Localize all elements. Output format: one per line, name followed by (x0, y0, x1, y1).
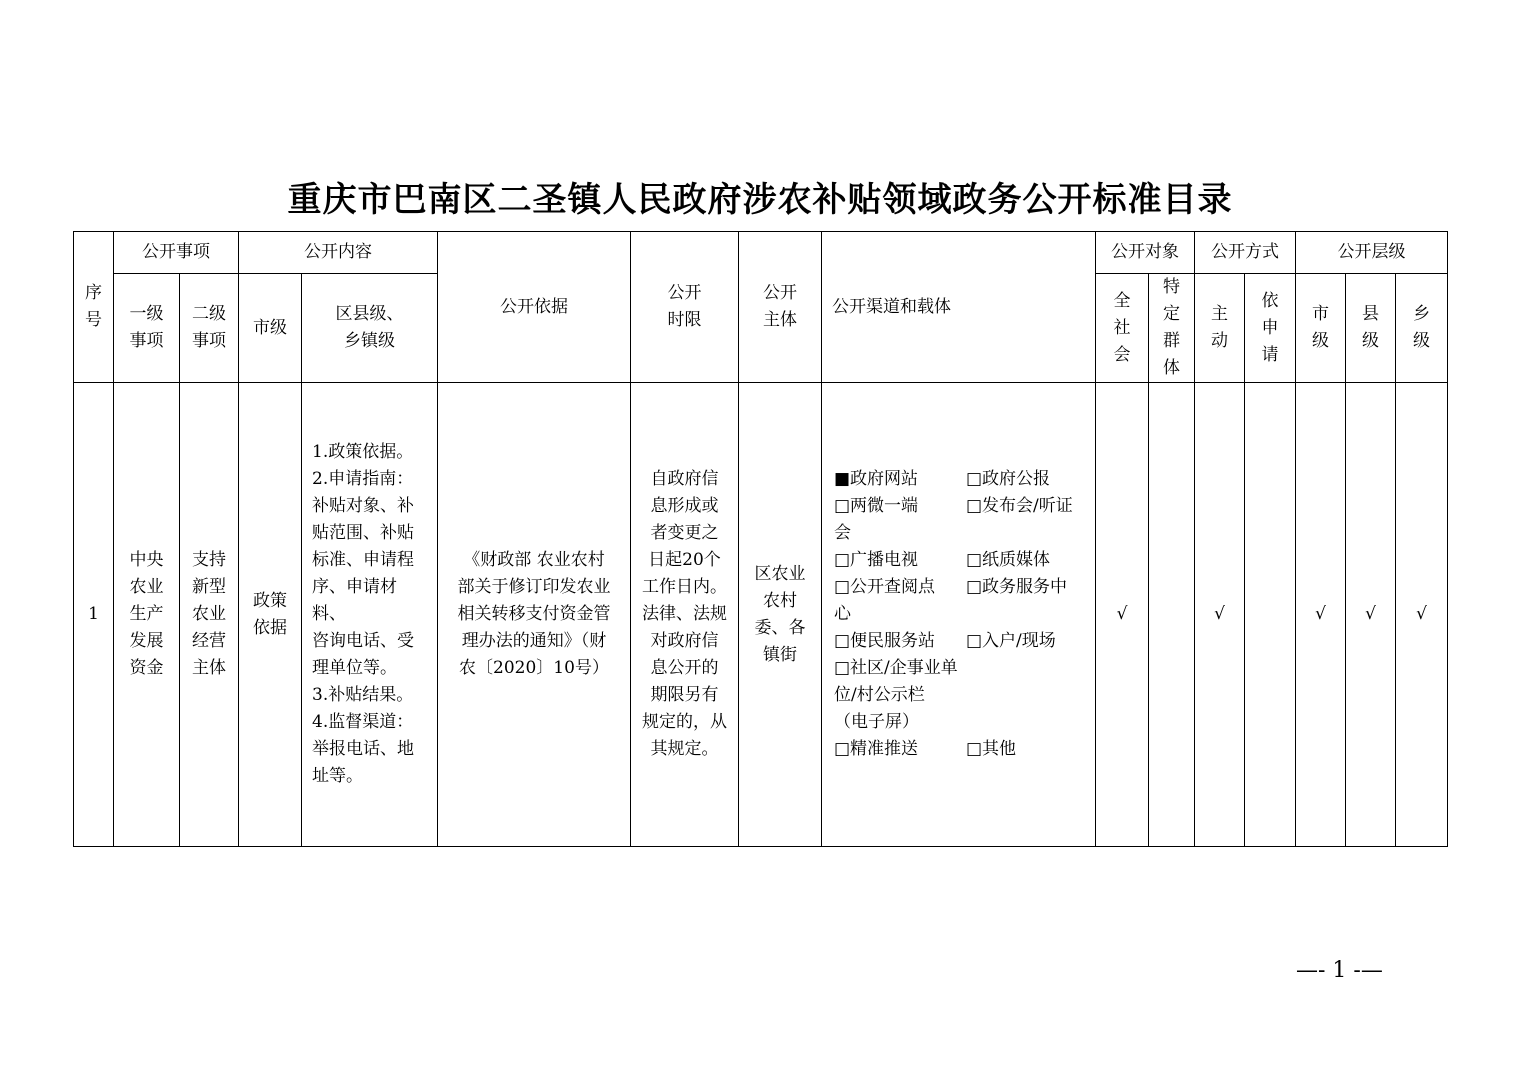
text-line: 新型 (192, 577, 226, 597)
header-active (1195, 274, 1245, 383)
text-line: 乡 (1413, 304, 1430, 324)
channel-option: □便民服务站 (834, 631, 936, 651)
text-line: 部关于修订印发农业 (457, 577, 611, 597)
cell-lv-town-mark: √ (1396, 383, 1448, 847)
text-line: 农业 (129, 577, 164, 597)
channel-list (834, 466, 1087, 763)
text-line: 资金 (129, 658, 164, 678)
text-line: 农村 (763, 590, 797, 611)
page-number: —- 1 -— (1296, 958, 1383, 983)
page-title: 重庆市巴南区二圣镇人民政府涉农补贴领域政务公开标准目录 (287, 180, 1233, 220)
text-line: 级 (1312, 331, 1329, 351)
text-line: 理办法的通知》（财 (461, 631, 607, 651)
text-line: 一级 (129, 304, 164, 324)
text-line: 级 (1413, 331, 1430, 351)
text-line: 举报电话、地 (312, 739, 414, 759)
text-line: 4.监督渠道： (312, 712, 414, 732)
header-level1 (114, 274, 180, 383)
text-line: 主 (1211, 304, 1228, 324)
text-line: 对政府信 (650, 631, 719, 651)
header-public-item: 公开事项 (114, 232, 239, 274)
channel-option: □政府公报 (966, 469, 1051, 489)
text-line: 支持 (192, 550, 226, 570)
text-line: 事项 (129, 331, 164, 351)
text-line: 理单位等。 (312, 658, 397, 678)
text-line: 规定的，从 (642, 712, 727, 732)
text-line: 工作日内。 (642, 577, 727, 597)
cell-seq: 1 (74, 383, 114, 847)
cell-lv-city-mark: √ (1296, 383, 1346, 847)
text-line: 息公开的 (650, 658, 719, 678)
header-basis: 公开依据 (438, 232, 631, 383)
channel-option: □社区/企事业单位/村公示栏 (834, 658, 958, 705)
header-lv-town (1396, 274, 1448, 383)
text-line: 期限另有 (650, 685, 719, 705)
channel-row (834, 628, 1087, 655)
cell-basis (438, 383, 631, 847)
cell-lv-county-mark: √ (1346, 383, 1396, 847)
channel-option: 会 (834, 523, 851, 543)
text-line: 2.申请指南： (312, 469, 414, 489)
text-line: 事项 (192, 331, 226, 351)
header-audience: 公开对象 (1096, 232, 1195, 274)
channel-option: □公开查阅点 (834, 577, 936, 597)
header-level: 公开层级 (1296, 232, 1448, 274)
text-line: 者变更之 (650, 523, 719, 543)
text-line: 区农业 (754, 563, 806, 584)
header-channel: 公开渠道和载体 (822, 232, 1096, 383)
cell-on-request-mark (1245, 383, 1296, 847)
cell-active-mark: √ (1195, 383, 1245, 847)
text-line: 公开 (667, 283, 702, 303)
text-line: 号 (85, 310, 102, 330)
text-line: 法律、法规 (642, 604, 727, 624)
cell-level2 (180, 383, 239, 847)
text-line: 补贴对象、补 (312, 496, 414, 516)
text-line: 址等。 (312, 766, 363, 786)
cell-specific-group-mark (1149, 383, 1195, 847)
channel-option: □精准推送 (834, 739, 919, 759)
text-line: 其规定。 (650, 739, 719, 759)
header-all-society (1096, 274, 1149, 383)
text-line: 标准、申请程 (312, 550, 414, 570)
text-line: 群 (1163, 331, 1180, 351)
text-line: 时限 (667, 310, 702, 330)
channel-row (834, 493, 1087, 520)
cell-county-town (302, 383, 438, 847)
channel-option: □发布会/听证 (966, 496, 1073, 516)
cell-subject (739, 383, 822, 847)
text-line: 依据 (253, 617, 287, 638)
channel-row (834, 655, 1087, 709)
text-line: 依 (1261, 290, 1279, 311)
channel-option: □政务服务中 (966, 577, 1068, 597)
channel-option: （电子屏） (834, 712, 919, 732)
cell-level1 (114, 383, 180, 847)
catalog-table (73, 231, 1448, 847)
text-line: 序、申请材料、 (312, 577, 397, 624)
text-line: 《财政部 农业农村 (463, 550, 605, 570)
text-line: 生产 (129, 604, 164, 624)
text-line: 动 (1211, 331, 1228, 351)
channel-row (834, 466, 1087, 493)
header-specific-group (1149, 274, 1195, 383)
cell-city-level (239, 383, 302, 847)
header-seq (74, 232, 114, 383)
text-line: 息形成或 (650, 496, 719, 516)
header-city-level: 市级 (239, 274, 302, 383)
channel-row (834, 709, 1087, 736)
text-line: 申 (1261, 317, 1279, 338)
text-line: 发展 (129, 631, 164, 651)
channel-option: □两微一端 (834, 496, 919, 516)
text-line: 自政府信 (650, 469, 719, 489)
channel-option: ■政府网站 (834, 469, 919, 489)
text-line: 乡镇级 (344, 331, 395, 351)
channel-row (834, 736, 1087, 763)
text-line: 政策 (253, 590, 287, 611)
channel-option: 心 (834, 604, 851, 624)
text-line: 会 (1113, 344, 1131, 365)
text-line: 市 (1312, 304, 1329, 324)
table-row (74, 383, 1448, 847)
text-line: 经营 (192, 631, 226, 651)
text-line: 主体 (192, 658, 226, 678)
cell-all-society-mark: √ (1096, 383, 1149, 847)
cell-time-limit (631, 383, 739, 847)
text-line: 镇街 (763, 644, 797, 665)
text-line: 委、各 (754, 617, 806, 638)
cell-channels (822, 383, 1096, 847)
text-line: 农〔2020〕10号） (459, 658, 609, 678)
header-method: 公开方式 (1195, 232, 1296, 274)
channel-option: □纸质媒体 (966, 550, 1051, 570)
text-line: 1.政策依据。 (312, 442, 414, 462)
header-subject (739, 232, 822, 383)
text-line: 区县级、 (335, 304, 404, 324)
text-line: 全 (1113, 290, 1131, 311)
header-level2 (180, 274, 239, 383)
header-lv-county (1346, 274, 1396, 383)
text-line: 公开 (763, 283, 797, 303)
text-line: 贴范围、补贴 (312, 523, 414, 543)
text-line: 农业 (192, 604, 226, 624)
channel-option: □广播电视 (834, 550, 919, 570)
header-county-town (302, 274, 438, 383)
text-line: 相关转移支付资金管 (457, 604, 611, 624)
text-line: 级 (1362, 331, 1379, 351)
header-lv-city (1296, 274, 1346, 383)
channel-row (834, 520, 1087, 547)
channel-option: □入户/现场 (966, 631, 1056, 651)
header-time-limit (631, 232, 739, 383)
channel-row (834, 574, 1087, 601)
text-line: 请 (1261, 344, 1279, 365)
text-line: 主体 (763, 310, 797, 330)
text-line: 序 (85, 283, 102, 303)
header-on-request (1245, 274, 1296, 383)
channel-option: □其他 (966, 739, 1017, 759)
text-line: 中央 (129, 550, 164, 570)
text-line: 特 (1163, 277, 1180, 297)
text-line: 定 (1163, 304, 1180, 324)
text-line: 咨询电话、受 (312, 631, 414, 651)
channel-row (834, 547, 1087, 574)
text-line: 3.补贴结果。 (312, 685, 414, 705)
text-line: 体 (1163, 358, 1180, 378)
channel-row (834, 601, 1087, 628)
text-line: 县 (1362, 304, 1379, 324)
text-line: 社 (1113, 317, 1131, 338)
header-public-content: 公开内容 (239, 232, 438, 274)
text-line: 日起20个 (648, 550, 721, 570)
text-line: 二级 (192, 304, 226, 324)
